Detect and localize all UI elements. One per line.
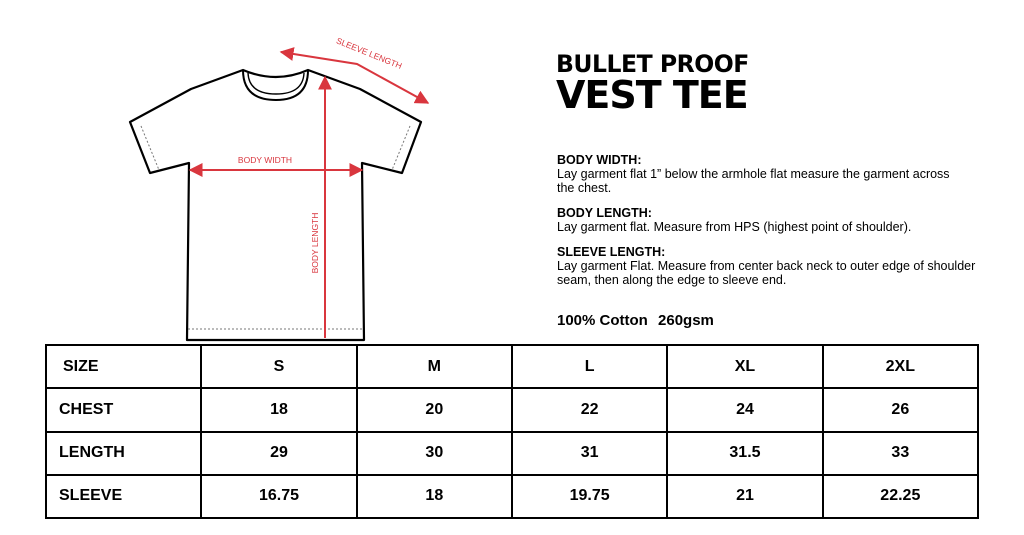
header-m: M [357, 345, 512, 388]
spec-text: Lay garment flat. Measure from HPS (highest point of shoulder). [557, 220, 912, 234]
sleeve-length-label: SLEEVE LENGTH [334, 35, 404, 71]
table-cell: 30 [357, 432, 512, 475]
table-cell: 31.5 [667, 432, 822, 475]
table-cell: 21 [667, 475, 822, 518]
spec-heading: SLEEVE LENGTH: [557, 245, 666, 259]
table-cell: 22 [512, 388, 667, 431]
body-length-label: BODY LENGTH [310, 212, 320, 274]
table-cell: 22.25 [823, 475, 978, 518]
header-size: SIZE [46, 345, 201, 388]
table-cell: 18 [357, 475, 512, 518]
tshirt-outline [130, 70, 421, 340]
table-header-row [46, 345, 978, 388]
spec-heading: BODY WIDTH: [557, 153, 642, 167]
header-l: L [512, 345, 667, 388]
spec-sleeve-length [557, 245, 997, 287]
table-cell: 24 [667, 388, 822, 431]
row-label-chest: CHEST [46, 388, 201, 431]
product-title-line1: BULLET PROOF [556, 50, 749, 78]
fabric-info [557, 312, 720, 329]
row-label-length: LENGTH [46, 432, 201, 475]
table-cell: 20 [357, 388, 512, 431]
header-2xl: 2XL [823, 345, 978, 388]
header-s: S [201, 345, 356, 388]
spec-body-width [557, 153, 997, 195]
product-title-line2: VEST TEE [556, 73, 748, 117]
spec-body-length [557, 206, 997, 234]
size-chart-table [45, 344, 979, 519]
table-cell: 16.75 [201, 475, 356, 518]
table-cell: 19.75 [512, 475, 667, 518]
table-cell: 31 [512, 432, 667, 475]
header-xl: XL [667, 345, 822, 388]
table-cell: 29 [201, 432, 356, 475]
measurement-instructions [557, 153, 997, 298]
table-row [46, 432, 978, 475]
table-cell: 26 [823, 388, 978, 431]
spec-text: Lay garment Flat. Measure from center back neck to outer edge of shoulder seam, then along the edge to sleeve end. [557, 259, 976, 287]
table-row [46, 388, 978, 431]
row-label-sleeve: SLEEVE [46, 475, 201, 518]
spec-text: Lay garment flat 1” below the armhole flat measure the garment across the chest. [557, 167, 950, 195]
table-cell: 18 [201, 388, 356, 431]
fabric-material: 100% Cotton [557, 312, 648, 329]
fabric-weight: 260gsm [658, 312, 714, 329]
body-width-label: BODY WIDTH [237, 155, 293, 165]
table-cell: 33 [823, 432, 978, 475]
spec-heading: BODY LENGTH: [557, 206, 652, 220]
tshirt-measurement-diagram [0, 0, 560, 345]
table-row [46, 475, 978, 518]
